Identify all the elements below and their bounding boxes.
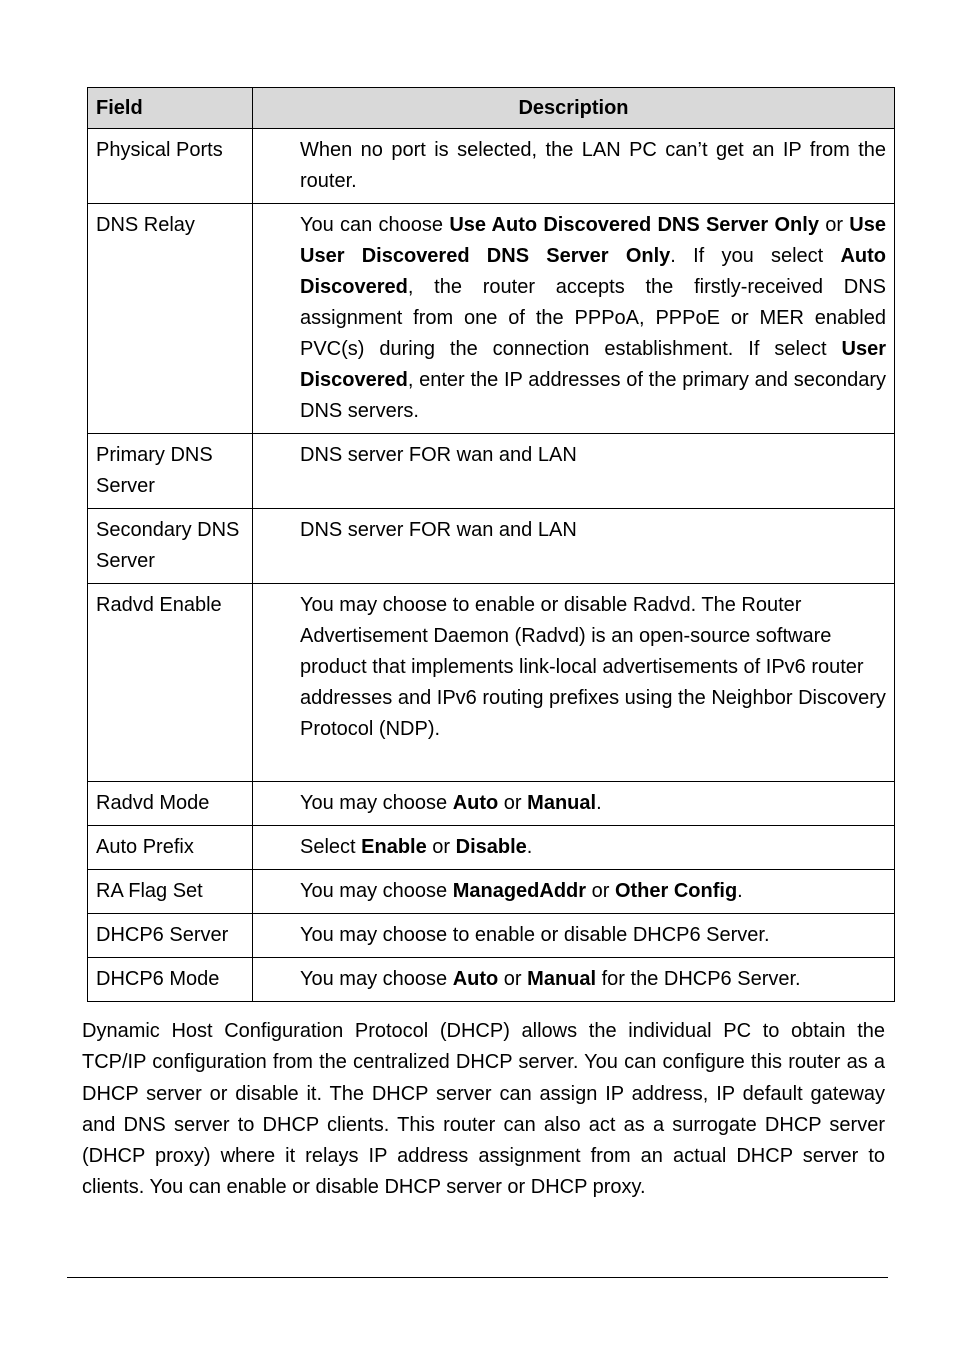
table-row xyxy=(88,129,895,204)
desc-radvd-mode: You may choose Auto or Manual. xyxy=(253,782,895,826)
field-physical-ports: Physical Ports xyxy=(88,129,253,204)
desc-ra-flag-set: You may choose ManagedAddr or Other Config. xyxy=(253,870,895,914)
desc-dhcp6-mode: You may choose Auto or Manual for the DHCP6 Server. xyxy=(253,958,895,1002)
field-dhcp6-server: DHCP6 Server xyxy=(88,914,253,958)
footer-divider xyxy=(67,1277,888,1278)
table-row xyxy=(88,204,895,434)
table-row xyxy=(88,434,895,509)
field-auto-prefix: Auto Prefix xyxy=(88,826,253,870)
table-header-row xyxy=(88,88,895,129)
field-description-table xyxy=(87,87,895,1002)
desc-radvd-enable: You may choose to enable or disable Radvd. The Router Advertisement Daemon (Radvd) is an open-source software product that implements link-local advertisements of IPv6 router addresses and IPv6 routing prefixes using the Neighbor Discovery Protocol (NDP). xyxy=(253,584,895,782)
header-field: Field xyxy=(88,88,253,129)
field-ra-flag-set: RA Flag Set xyxy=(88,870,253,914)
dhcp-description-paragraph: Dynamic Host Configuration Protocol (DHCP) allows the individual PC to obtain the TCP/IP configuration from the centralized DHCP server. You can configure this router as a DHCP server or disable it. The DHCP server can assign IP address, IP default gateway and DNS server to DHCP clients. This router can also act as a surrogate DHCP server (DHCP proxy) where it relays IP address assignment from an actual DHCP server to clients. You can enable or disable DHCP server or DHCP proxy. xyxy=(82,1020,885,1199)
table-row xyxy=(88,509,895,584)
field-dns-relay: DNS Relay xyxy=(88,204,253,434)
desc-primary-dns-server: DNS server FOR wan and LAN xyxy=(253,434,895,509)
field-primary-dns-server: Primary DNS Server xyxy=(88,434,253,509)
header-description: Description xyxy=(253,88,895,129)
field-secondary-dns-server: Secondary DNS Server xyxy=(88,509,253,584)
desc-dhcp6-server: You may choose to enable or disable DHCP6 Server. xyxy=(253,914,895,958)
desc-physical-ports: When no port is selected, the LAN PC can’t get an IP from the router. xyxy=(253,129,895,204)
table-row xyxy=(88,958,895,1002)
desc-secondary-dns-server: DNS server FOR wan and LAN xyxy=(253,509,895,584)
field-radvd-mode: Radvd Mode xyxy=(88,782,253,826)
field-dhcp6-mode: DHCP6 Mode xyxy=(88,958,253,1002)
desc-dns-relay: You can choose Use Auto Discovered DNS Server Only or Use User Discovered DNS Server Only. If you select Auto Discovered, the router accepts the firstly-received DNS assignment from one of the PPPoA, PPPoE or MER enabled PVC(s) during the connection establishment. If select User Discovered, enter the IP addresses of the primary and secondary DNS servers. xyxy=(253,204,895,434)
table-row xyxy=(88,584,895,782)
table-row xyxy=(88,914,895,958)
desc-auto-prefix: Select Enable or Disable. xyxy=(253,826,895,870)
field-radvd-enable: Radvd Enable xyxy=(88,584,253,782)
table-row xyxy=(88,826,895,870)
table-row xyxy=(88,870,895,914)
table-row xyxy=(88,782,895,826)
